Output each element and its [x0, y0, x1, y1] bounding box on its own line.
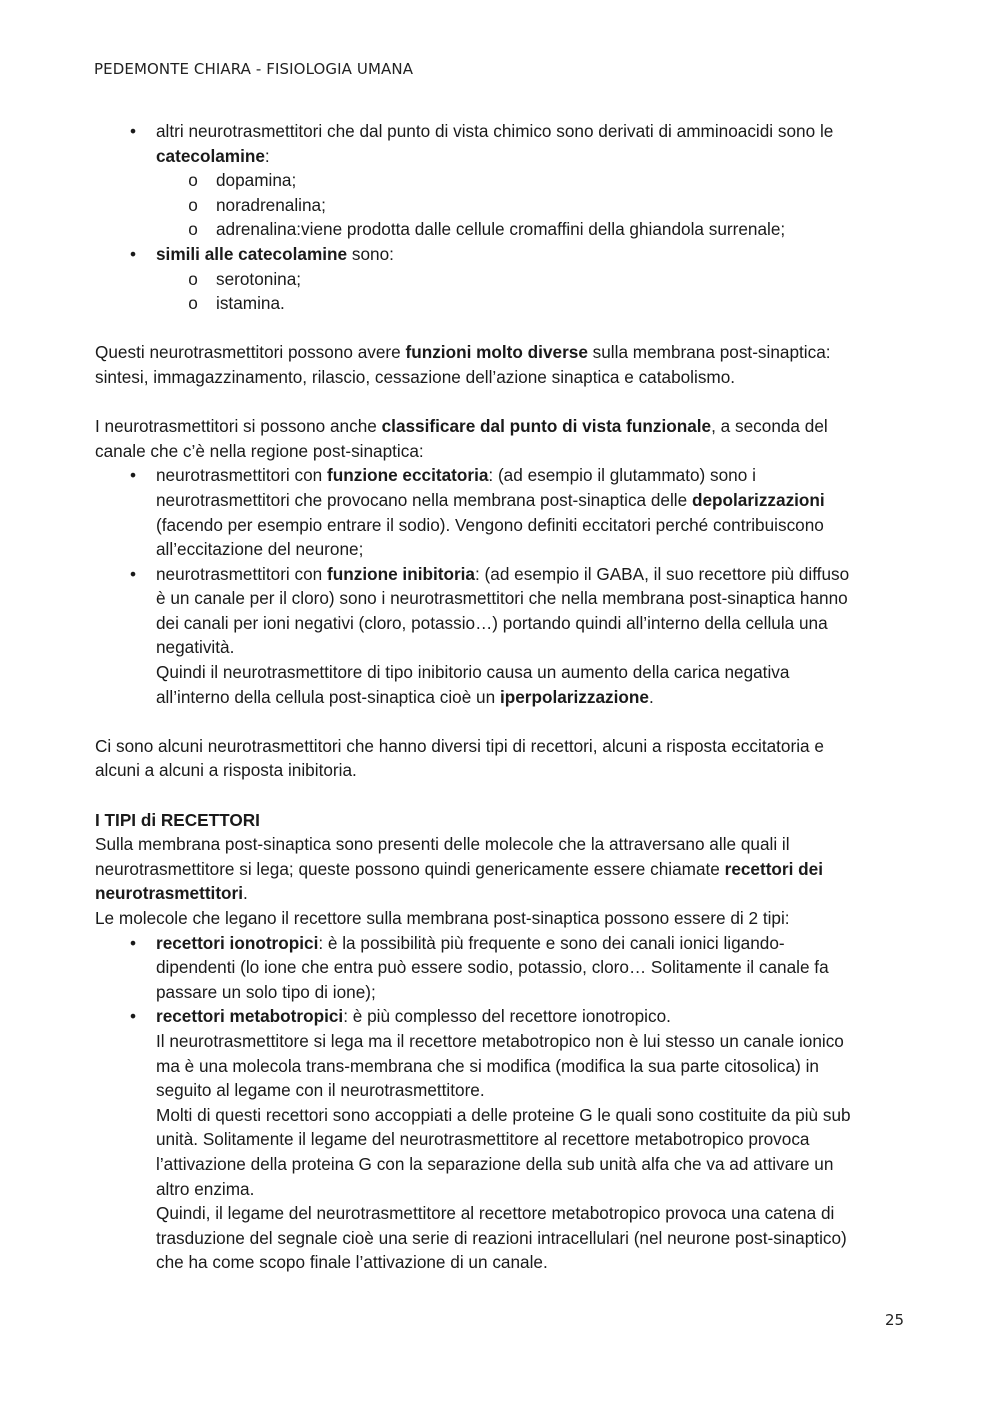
list-item-simili — [95, 242, 910, 267]
list-item-inibitoria: • neurotrasmettitori con funzione inibitoria: (ad esempio il GABA, il suo recettore più diffuso è un canale per il cloro) sono i neurotrasmettitori che nella membrana post-sinaptica hanno dei canali per ioni negativi (cloro, potassio…) portando quindi all’interno della cellula una negatività. Quindi il neurotrasmettitore di tipo inibitorio causa un aumento della carica negativa all’interno della cellula post-sinaptica cioè un iperpolarizzazione. — [95, 562, 910, 710]
page-header: PEDEMONTE CHIARA - FISIOLOGIA UMANA — [94, 60, 414, 78]
paragraph-classificazione: I neurotrasmettitori si possono anche classificare dal punto di vista funzionale, a seconda del canale che c’è nella regione post-sinaptica: — [95, 416, 828, 461]
list-item-ionotropici: • recettori ionotropici: è la possibilità più frequente e sono dei canali ionici ligando- dipendenti (lo ione che entra può essere sodio, potassio, cloro… Solitamente il canale fa passare un solo tipo di ione); — [95, 931, 910, 1005]
page-number: 25 — [885, 1311, 905, 1329]
circle-bullet-icon: o — [188, 268, 198, 289]
list-item-catecolamine — [95, 119, 910, 168]
paragraph-recettori-diversi: Ci sono alcuni neurotrasmettitori che hanno diversi tipi di recettori, alcuni a risposta eccitatoria e alcuni a alcuni a risposta inibitoria. — [95, 735, 824, 781]
sub-list-item: o serotonina; — [95, 267, 910, 292]
sub-list-item: o dopamina; — [95, 168, 910, 193]
bullet-icon: • — [129, 1006, 137, 1027]
section-heading: I TIPI di RECETTORI — [95, 809, 260, 830]
text-line: simili alle catecolamine sono: — [156, 243, 394, 264]
circle-bullet-icon: o — [188, 219, 198, 240]
bullet-icon: • — [129, 932, 137, 953]
sub-list-item: o istamina. — [95, 291, 910, 316]
text-line: catecolamine: — [156, 145, 270, 166]
bullet-icon: • — [129, 465, 137, 486]
bullet-icon: • — [129, 563, 137, 584]
sub-list-item: o adrenalina:viene prodotta dalle cellule cromaffini della ghiandola surrenale; — [95, 217, 910, 242]
bullet-icon: • — [129, 121, 137, 141]
page-content — [95, 119, 910, 1275]
paragraph-membrana: Sulla membrana post-sinaptica sono presenti delle molecole che la attraversano alle quali il neurotrasmettitore si lega; queste possono quindi genericamente essere chiamate recettori dei neurotrasmettitori. Le molecole che legano il recettore sulla membrana post-sinaptica possono essere di 2 tipi: — [95, 834, 824, 928]
list-item-metabotropici: • recettori metabotropici: è più complesso del recettore ionotropico. Il neurotrasmettitore si lega ma il recettore metabotropico non è lui stesso un canale ionico ma è una molecola trans-membrana che si modifica (modifica la sua parte citosolica) in seguito al legame con il neurotrasmettitore. Molti di questi recettori sono accoppiati a delle proteine G le quali sono costituite da più sub unità. Solitamente il legame del neurotrasmettitore al recettore metabotropico provoca l’attivazione della proteina G con la separazione della sub unità alfa che va ad attivare un altro enzima. Quindi, il legame del neurotrasmettitore al recettore metabotropico provoca una catena di trasduzione del segnale cioè una serie di reazioni intracellulari (nel neurone post-sinaptico) che ha come scopo finale l’attivazione di un canale. — [95, 1004, 910, 1275]
bullet-icon: • — [129, 243, 137, 264]
text-line: altri neurotrasmettitori che dal punto di vista chimico sono derivati di amminoacidi sono le — [156, 121, 834, 141]
list-item-eccitatoria: • neurotrasmettitori con funzione eccitatoria: (ad esempio il glutammato) sono i neurotrasmettitori che provocano nella membrana post-sinaptica delle depolarizzazioni (facendo per esempio entrare il sodio). Vengono definiti eccitatori perché contribuiscono all’eccitazione del neurone; — [95, 463, 910, 561]
circle-bullet-icon: o — [188, 170, 198, 191]
circle-bullet-icon: o — [188, 194, 198, 215]
sub-list-item: o noradrenalina; — [95, 193, 910, 218]
circle-bullet-icon: o — [188, 293, 198, 314]
paragraph-funzioni: Questi neurotrasmettitori possono avere funzioni molto diverse sulla membrana post-sinaptica: sintesi, immagazzinamento, rilascio, cessazione dell’azione sinaptica e catabolismo. — [95, 342, 831, 387]
